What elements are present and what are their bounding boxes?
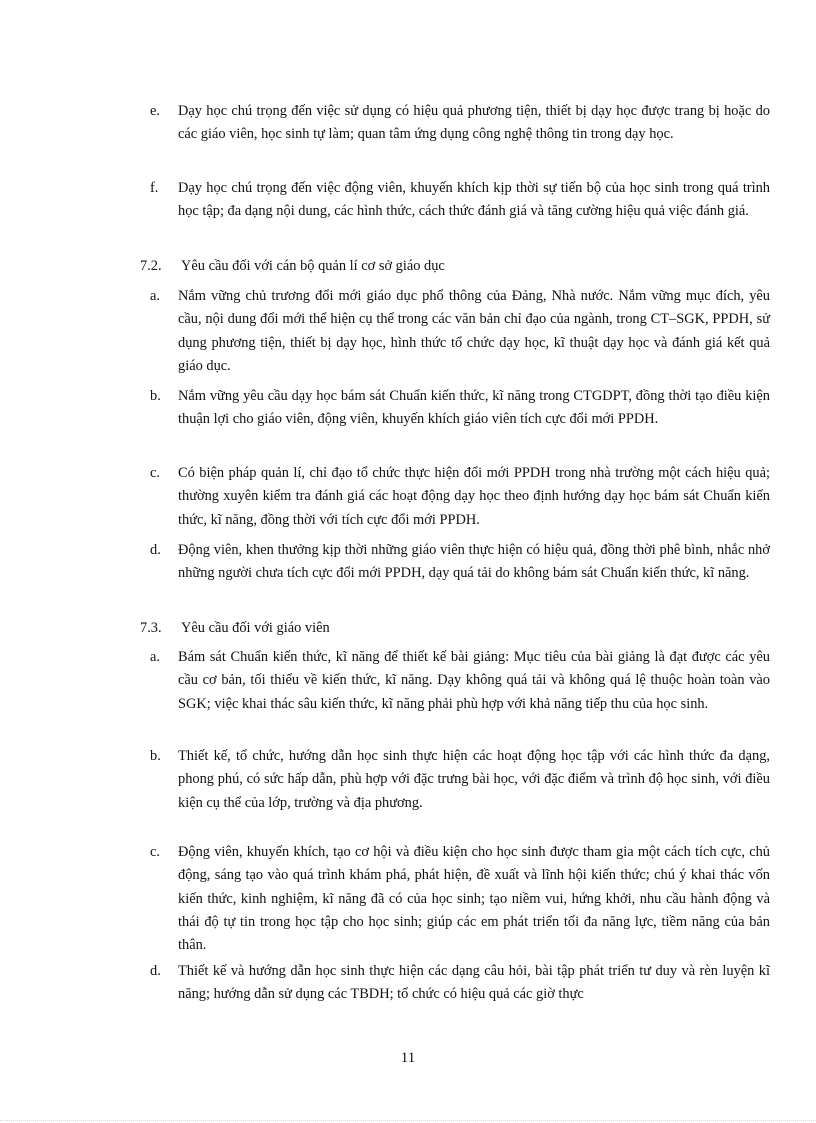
list-item-7-3-a: [150, 646, 770, 716]
item-label: e.: [150, 103, 160, 119]
item-label: f.: [150, 180, 159, 196]
section-heading-7-2: [140, 255, 445, 278]
item-text: Bám sát Chuẩn kiến thức, kĩ năng để thiết kế bài giảng: Mục tiêu của bài giảng là đạt được các yêu cầu cơ bản, tối thiểu về kiến thức, kĩ năng. Dạy không quá tải và không quá lệ thuộc hoàn toàn vào SGK; việc khai thác sâu kiến thức, kĩ năng phải phù hợp với khả năng tiếp thu của học sinh.: [178, 649, 770, 712]
item-label: c.: [150, 465, 160, 481]
page-bottom-divider: [0, 1120, 816, 1121]
item-label: a.: [150, 649, 160, 665]
list-item-7-2-c: [150, 462, 770, 532]
list-item-7-2-a: [150, 285, 770, 378]
item-text: Động viên, khuyến khích, tạo cơ hội và điều kiện cho học sinh được tham gia một cách tích cực, chủ động, sáng tạo vào quá trình khám phá, phát hiện, đề xuất và lĩnh hội kiến thức; chú ý khai thác vốn kiến thức, kinh nghiệm, kĩ năng đã có của học sinh; tạo niềm vui, hứng khởi, nhu cầu hành động và thái độ tự tin trong học tập cho học sinh; giúp các em phát triển tối đa năng lực, tiềm năng của bản thân.: [178, 844, 770, 954]
section-number: 7.3.: [140, 620, 162, 636]
list-item-7-3-d: [150, 960, 770, 1007]
list-item-7-3-b: [150, 745, 770, 815]
item-text: Dạy học chú trọng đến việc động viên, khuyến khích kịp thời sự tiến bộ của học sinh trong quá trình học tập; đa dạng nội dung, các hình thức, cách thức đánh giá và tăng cường hiệu quả việc đánh giá.: [178, 180, 770, 220]
item-text: Động viên, khen thưởng kịp thời những giáo viên thực hiện có hiệu quả, đồng thời phê bình, nhắc nhở những người chưa tích cực đổi mới PPDH, dạy quá tải do không bám sát Chuẩn kiến thức, kĩ năng.: [178, 542, 770, 582]
item-label: c.: [150, 844, 160, 860]
item-text: Thiết kế và hướng dẫn học sinh thực hiện các dạng câu hỏi, bài tập phát triển tư duy và rèn luyện kĩ năng; hướng dẫn sử dụng các TBDH; tổ chức có hiệu quả các giờ thực: [178, 963, 770, 1003]
list-item-7-2-d: [150, 539, 770, 586]
item-text: Dạy học chú trọng đến việc sử dụng có hiệu quả phương tiện, thiết bị dạy học được trang bị hoặc do các giáo viên, học sinh tự làm; quan tâm ứng dụng công nghệ thông tin trong dạy học.: [178, 103, 770, 143]
item-text: Nắm vững chủ trương đổi mới giáo dục phổ thông của Đảng, Nhà nước. Nắm vững mục đích, yêu cầu, nội dung đổi mới thể hiện cụ thể trong các văn bản chỉ đạo của ngành, trong CT–SGK, PPDH, sử dụng phương tiện, thiết bị dạy học, hình thức tổ chức dạy học, kĩ thuật dạy học và đánh giá kết quả giáo dục.: [178, 288, 770, 374]
page-number: 11: [400, 1050, 416, 1066]
item-label: a.: [150, 288, 160, 304]
item-label: b.: [150, 748, 161, 764]
list-item-f: [150, 177, 770, 224]
item-text: Có biện pháp quản lí, chỉ đạo tổ chức thực hiện đổi mới PPDH trong nhà trường một cách hiệu quả; thường xuyên kiểm tra đánh giá các hoạt động dạy học theo định hướng dạy học bám sát Chuẩn kiến thức, kĩ năng, đồng thời với tích cực đổi mới PPDH.: [178, 465, 770, 528]
item-text: Nắm vững yêu cầu dạy học bám sát Chuẩn kiến thức, kĩ năng trong CTGDPT, đồng thời tạo điều kiện thuận lợi cho giáo viên, động viên, khuyến khích giáo viên tích cực đổi mới PPDH.: [178, 388, 770, 428]
section-title: Yêu cầu đối với giáo viên: [181, 620, 330, 636]
list-item-e: [150, 100, 770, 147]
item-label: d.: [150, 963, 161, 979]
section-title: Yêu cầu đối với cán bộ quản lí cơ sở giáo dục: [181, 258, 445, 274]
item-text: Thiết kế, tổ chức, hướng dẫn học sinh thực hiện các hoạt động học tập với các hình thức đa dạng, phong phú, có sức hấp dẫn, phù hợp với đặc trưng bài học, với đặc điểm và trình độ học sinh, với điều kiện cụ thể của lớp, trường và địa phương.: [178, 748, 770, 811]
item-label: b.: [150, 388, 161, 404]
item-label: d.: [150, 542, 161, 558]
section-heading-7-3: [140, 617, 330, 640]
section-number: 7.2.: [140, 258, 162, 274]
list-item-7-3-c: [150, 841, 770, 957]
list-item-7-2-b: [150, 385, 770, 432]
